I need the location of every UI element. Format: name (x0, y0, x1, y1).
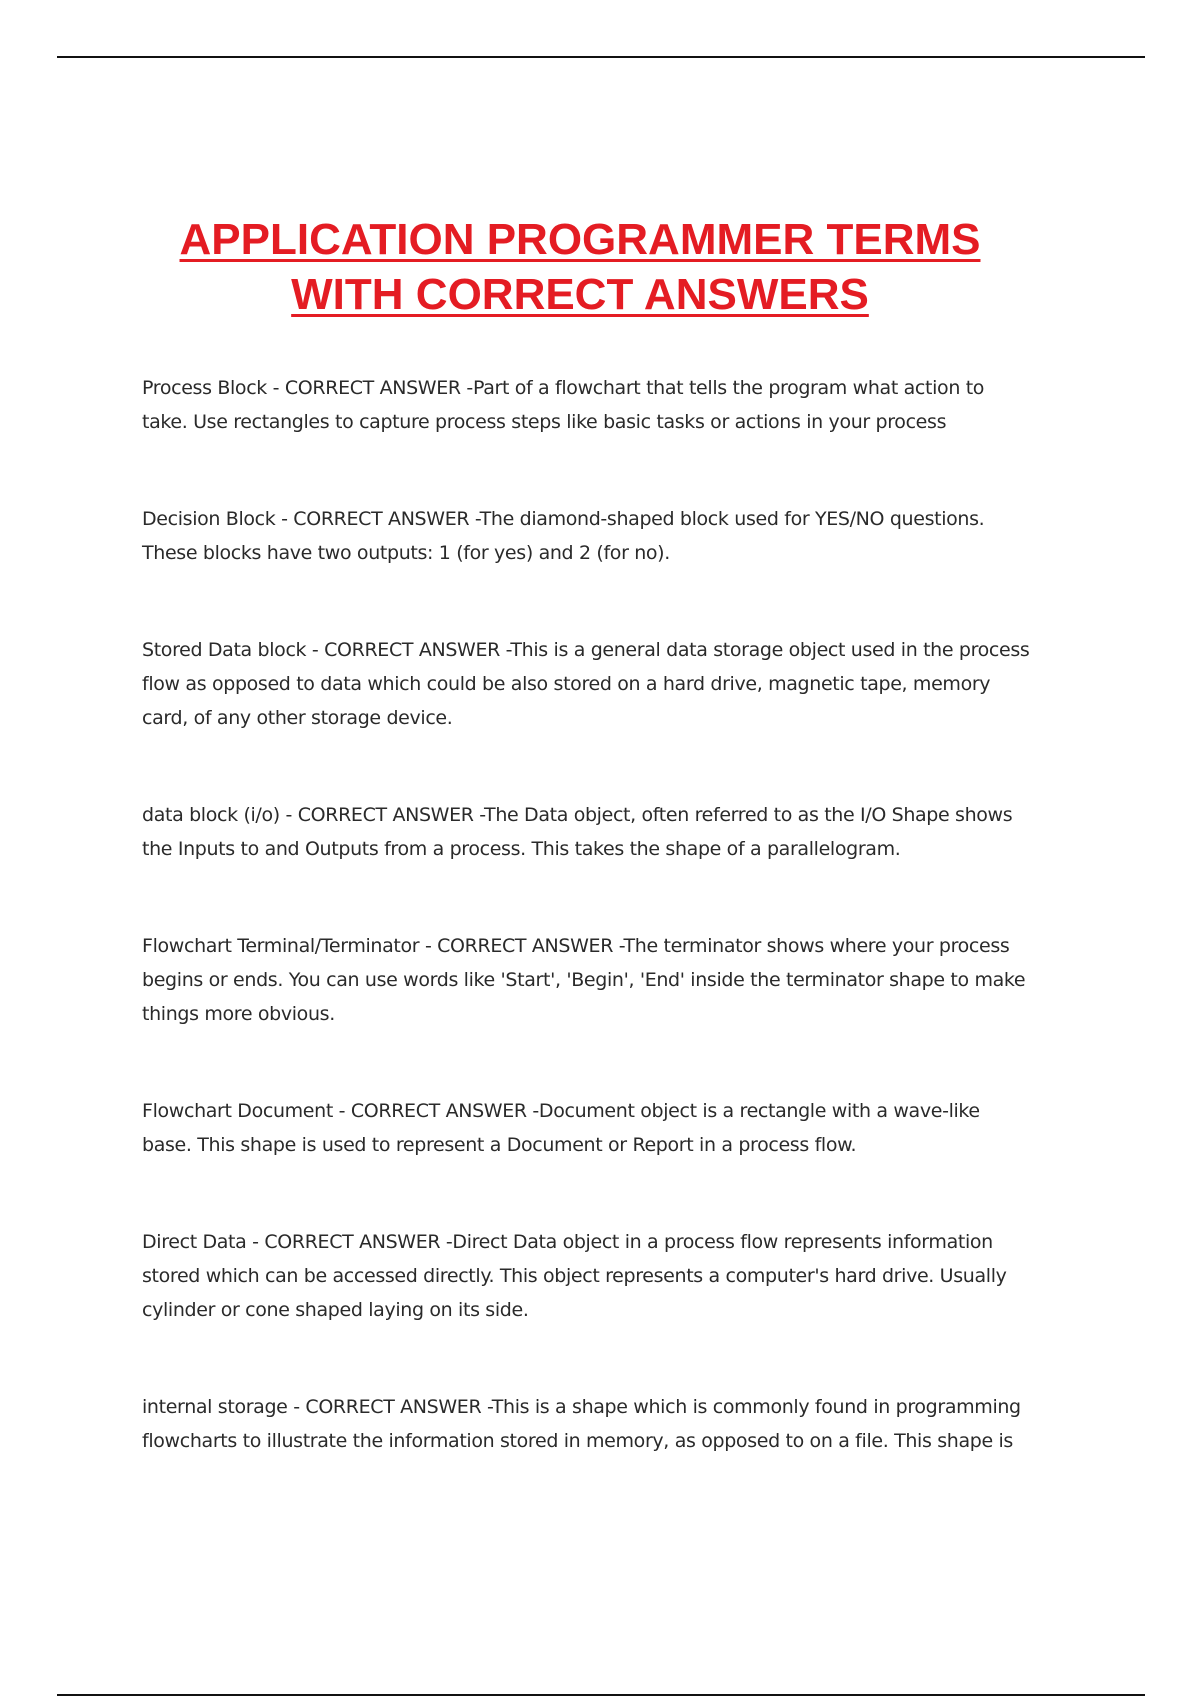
entry-line: Flowchart Terminal/Terminator - CORRECT ANSWER -The terminator shows where your process (142, 935, 1010, 957)
entry-line: things more obvious. (142, 1003, 335, 1025)
entry-line: begins or ends. You can use words like 'Start', 'Begin', 'End' inside the terminator shape to make (142, 969, 1026, 991)
term-entry-flowchart-document (142, 1094, 1062, 1162)
top-divider (57, 56, 1145, 58)
title-line-1: APPLICATION PROGRAMMER TERMS (179, 215, 981, 264)
entry-line: the Inputs to and Outputs from a process. This takes the shape of a parallelogram. (142, 838, 901, 860)
entry-line: These blocks have two outputs: 1 (for yes) and 2 (for no). (142, 542, 670, 564)
term-entry-data-block-io (142, 798, 1062, 866)
entry-line: internal storage - CORRECT ANSWER -This is a shape which is commonly found in programming (142, 1396, 1021, 1418)
entry-line: cylinder or cone shaped laying on its side. (142, 1299, 529, 1321)
entry-line: Decision Block - CORRECT ANSWER -The diamond-shaped block used for YES/NO questions. (142, 508, 985, 530)
term-entry-internal-storage (142, 1390, 1062, 1458)
entry-line: flowcharts to illustrate the information stored in memory, as opposed to on a file. This shape is (142, 1430, 1013, 1452)
entry-line: stored which can be accessed directly. This object represents a computer's hard drive. Usually (142, 1265, 1007, 1287)
term-entry-decision-block (142, 502, 1062, 570)
entry-line: Flowchart Document - CORRECT ANSWER -Document object is a rectangle with a wave-like (142, 1100, 980, 1122)
entry-line: card, of any other storage device. (142, 707, 453, 729)
term-entry-process-block (142, 371, 1062, 439)
term-list (142, 371, 1062, 1521)
entry-line: base. This shape is used to represent a Document or Report in a process flow. (142, 1134, 857, 1156)
title-line-2: WITH CORRECT ANSWERS (291, 270, 869, 319)
entry-line: Direct Data - CORRECT ANSWER -Direct Data object in a process flow represents information (142, 1231, 993, 1253)
bottom-divider (57, 1694, 1145, 1696)
term-entry-direct-data (142, 1225, 1062, 1327)
document-title (110, 212, 1050, 322)
entry-line: take. Use rectangles to capture process steps like basic tasks or actions in your process (142, 411, 947, 433)
entry-line: data block (i/o) - CORRECT ANSWER -The Data object, often referred to as the I/O Shape shows (142, 804, 1013, 826)
entry-line: Process Block - CORRECT ANSWER -Part of a flowchart that tells the program what action to (142, 377, 985, 399)
entry-line: Stored Data block - CORRECT ANSWER -This is a general data storage object used in the process (142, 639, 1030, 661)
entry-line: flow as opposed to data which could be also stored on a hard drive, magnetic tape, memory (142, 673, 991, 695)
term-entry-flowchart-terminator (142, 929, 1062, 1031)
term-entry-stored-data-block (142, 633, 1062, 735)
